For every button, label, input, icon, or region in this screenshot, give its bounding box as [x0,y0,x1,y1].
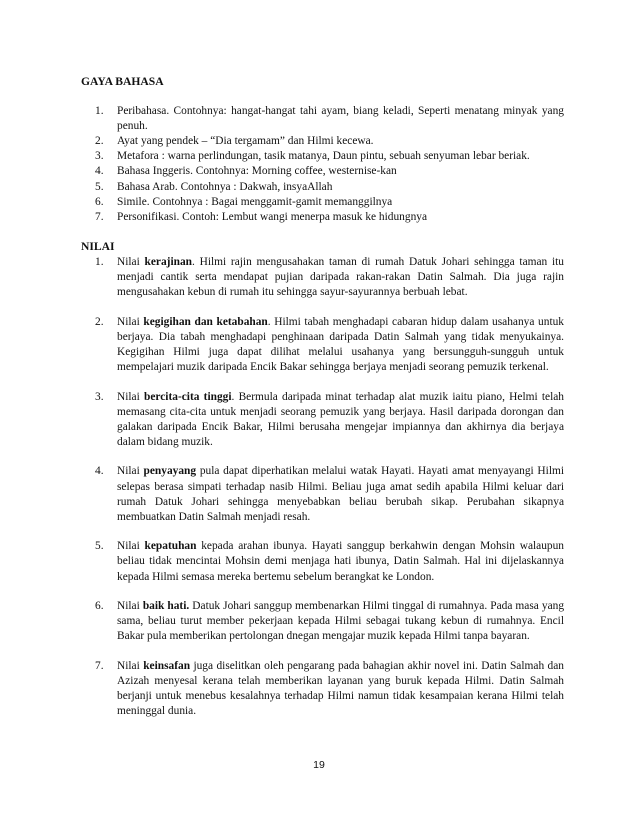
item-prefix: Nilai [117,659,144,672]
list-item [81,164,564,179]
item-number: 6. [95,195,104,208]
item-number: 1. [95,255,104,268]
item-text: Personifikasi. Contoh: Lembut wangi menerpa masuk ke hidungnya [117,210,428,223]
page-content [81,74,564,719]
page-number: 19 [313,759,325,771]
list-item [81,599,564,644]
list-item [81,539,564,584]
item-text: Bahasa Arab. Contohnya : Dakwah, insyaAllah [117,180,333,193]
section-title-gaya-bahasa: GAYA BAHASA [81,75,164,88]
item-keyword: penyayang [143,465,197,478]
item-prefix: Nilai [117,315,144,328]
item-keyword: kerajinan [144,255,192,268]
item-text: . Bermula daripada minat terhadap alat muzik iaitu piano, Helmi telah memasang cita-cita untuk menjadi seorang pemuzik yang berjaya. Hasil daripada dorongan dan galakan daripada Encik Bakar, Hilmi berusaha mengejar impiannya dan akhirnya dia berjaya dalam bidang muzik. [117,390,565,448]
list-item [81,659,564,719]
item-number: 2. [95,135,104,148]
item-prefix: Nilai [117,255,145,268]
item-keyword: baik hati. [142,600,190,613]
list-item [81,464,564,524]
item-number: 4. [95,465,104,478]
item-number: 5. [95,180,104,193]
list-item [81,104,564,134]
item-number: 5. [95,540,104,553]
item-number: 7. [95,210,104,223]
list-item [81,315,564,375]
item-text: Peribahasa. Contohnya: hangat-hangat tahi ayam, biang keladi, Seperti menatang minyak yang penuh. [117,105,564,133]
item-text: pula dapat diperhatikan melalui watak Hayati. Hayati amat menyayangi Hilmi selepas berasa simpati terhadap nasib Hilmi. Beliau juga amat sedih apabila Hilmi keluar dari rumah Datuk Johari sehingga menyebabkan beliau berubah sikap. Perubahan sikapnya membuatkan Datin Salmah menjadi resah. [117,465,565,523]
item-prefix: Nilai [117,600,143,613]
list-item [81,195,564,210]
item-number: 7. [95,659,104,672]
list-item [81,255,564,300]
item-number: 3. [95,390,104,403]
item-text: kepada arahan ibunya. Hayati sanggup berkahwin dengan Mohsin walaupun beliau tidak mencintai Mohsin demi menjaga hati ibunya, Datin Salmah. Hal ini dijelaskannya kepada Hilmi semasa mereka bertemu sebelum berangkat ke London. [117,540,564,583]
item-text: juga diselitkan oleh pengarang pada bahagian akhir novel ini. Datin Salmah dan Azizah menyesal kerana telah memberikan layanan yang buruk kepada Hilmi. Datin Salmah berjanji untuk menebus kesalahnya terhadap Hilmi namun tidak kesampaian kerana Hilmi telah meninggal dunia. [117,659,564,718]
item-keyword: kepatuhan [144,540,197,553]
list-item [81,134,564,149]
item-number: 4. [95,165,104,178]
item-text: Bahasa Inggeris. Contohnya: Morning coffee, westernise-kan [117,165,397,178]
item-text: . Hilmi rajin mengusahakan taman di rumah Datuk Johari sehingga taman itu menjadi cantik serta mendapat pujian daripada rakan-rakan Datin Salmah. Dia juga rajin mengusahakan kebun di rumah itu sehingga sayur-sayurannya berbuah lebat. [117,255,565,299]
item-keyword: keinsafan [143,659,191,672]
section-title-nilai: NILAI [81,239,115,253]
list-item [81,149,564,164]
item-prefix: Nilai [117,465,144,478]
item-keyword: bercita-cita tinggi [144,390,232,403]
list-item [81,210,564,225]
nilai-list [81,255,564,719]
item-number: 3. [95,150,104,163]
gaya-bahasa-list [81,104,564,225]
item-number: 6. [95,600,104,613]
list-item [81,180,564,195]
item-text: Ayat yang pendek – “Dia tergamam” dan Hilmi kecewa. [117,135,374,148]
item-text: Simile. Contohnya : Bagai menggamit-gamit memanggilnya [117,195,393,208]
item-prefix: Nilai [117,390,144,403]
item-prefix: Nilai [117,540,145,553]
list-item [81,390,564,450]
item-text: . Hilmi tabah menghadapi cabaran hidup dalam usahanya untuk berjaya. Dia tabah menghadapi penghinaan daripada Datin Salmah yang tidak menyukainya. Kegigihan Hilmi juga dapat dilihat melalui usahanya yang bersungguh-sungguh untuk mempelajari muzik daripada Encik Bakar sehingga berjaya menjadi seorang pemuzik terkenal. [117,315,565,373]
item-number: 1. [95,105,104,118]
item-text: Metafora : warna perlindungan, tasik matanya, Daun pintu, sebuah senyuman lebar beriak. [117,150,530,163]
item-number: 2. [95,315,104,328]
item-keyword: kegigihan dan ketabahan [143,315,268,328]
item-text: Datuk Johari sanggup membenarkan Hilmi tinggal di rumahnya. Pada masa yang sama, beliau turut member pekerjaan kepada Hilmi sebagai tukang kebun di rumahnya. Encil Bakar pula memberikan pertolongan dnegan mengajar muzik kepada Hilmi tanpa bayaran. [117,600,565,643]
